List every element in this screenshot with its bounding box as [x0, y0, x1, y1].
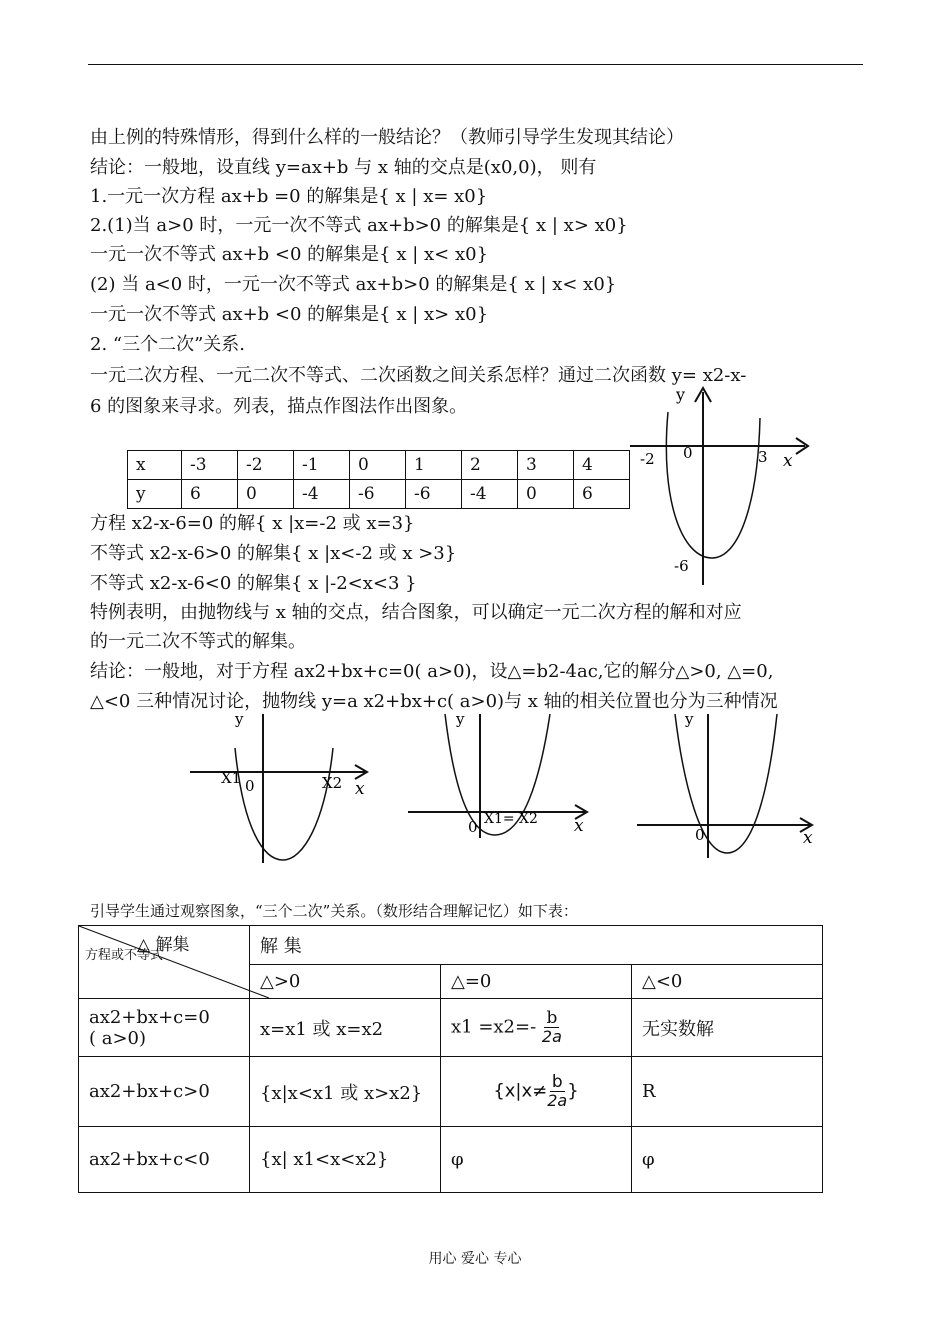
table-cell: φ — [441, 1127, 632, 1193]
root-right-label: 3 — [758, 448, 768, 466]
x-axis-label: x — [803, 828, 813, 848]
y-axis-label: y — [235, 710, 244, 728]
parabola-curve — [675, 714, 777, 853]
table-cell — [441, 999, 632, 1057]
origin-label: 0 — [245, 777, 255, 795]
table-row — [79, 1127, 823, 1193]
table-cell: -6 — [406, 480, 462, 509]
fraction-numerator: b — [551, 1072, 563, 1092]
fraction — [542, 1009, 562, 1046]
text-line-15: 的一元二次不等式的解集。 — [90, 631, 306, 652]
root-x1-label: X1 — [221, 769, 242, 787]
table-cell: x — [128, 451, 182, 480]
text-line-2: 结论：一般地，设直线 y=ax+b 与 x 轴的交点是(x0,0)， 则有 — [90, 157, 597, 178]
x-axis-label: x — [574, 816, 584, 836]
text-line-6: (2) 当 a<0 时，一元一次不等式 ax+b>0 的解集是{ x | x< x0} — [90, 274, 617, 295]
table-cell: x=x1 或 x=x2 — [250, 999, 441, 1057]
corner-top-label: △ 解集 — [137, 935, 190, 955]
table-row — [79, 999, 823, 1057]
table-row — [79, 1057, 823, 1127]
table-cell: 4 — [574, 451, 630, 480]
table-cell: R — [632, 1057, 823, 1127]
row-label: ax2+bx+c>0 — [79, 1057, 250, 1127]
page-footer: 用心 爱心 专心 — [428, 1251, 522, 1267]
table-cell: 2 — [462, 451, 518, 480]
fraction-denominator: 2a — [547, 1091, 568, 1110]
table-cell — [441, 1057, 632, 1127]
fraction-numerator: b — [546, 1008, 558, 1028]
table-cell: 6 — [574, 480, 630, 509]
table-cell: φ — [632, 1127, 823, 1193]
x-axis-label: x — [355, 779, 365, 799]
y-axis-label: y — [685, 710, 694, 728]
value-table — [127, 450, 630, 509]
table-cell: -1 — [294, 451, 350, 480]
text-line-13: 不等式 x2-x-6<0 的解集{ x |-2<x<3 } — [90, 573, 417, 594]
table-row — [128, 451, 630, 480]
origin-label: 0 — [683, 444, 693, 462]
fraction-denominator: 2a — [541, 1027, 562, 1046]
formula-suffix: } — [567, 1080, 579, 1102]
text-line-5: 一元一次不等式 ax+b <0 的解集是{ x | x< x0} — [90, 244, 489, 265]
parabola-graph-main — [620, 380, 820, 590]
corner-cell — [79, 926, 250, 999]
table-row — [79, 926, 823, 965]
table-cell: -6 — [350, 480, 406, 509]
formula-prefix: x1 =x2=- — [451, 1016, 537, 1038]
table-intro: 引导学生通过观察图象，“三个二次”关系。（数形结合理解记忆）如下表： — [90, 902, 578, 920]
header-rule — [88, 64, 863, 65]
table-cell: -2 — [238, 451, 294, 480]
header-cell: 解 集 — [250, 926, 823, 965]
table-cell: -4 — [462, 480, 518, 509]
table-cell: 无实数解 — [632, 999, 823, 1057]
table-cell: 0 — [350, 451, 406, 480]
double-root-label: X1= X2 — [484, 811, 538, 827]
parabola-curve — [666, 412, 760, 558]
y-axis-label: y — [676, 385, 686, 404]
table-cell: y — [128, 480, 182, 509]
text-line-7: 一元一次不等式 ax+b <0 的解集是{ x | x> x0} — [90, 304, 489, 325]
x-axis-label: x — [783, 451, 793, 471]
text-line-16: 结论：一般地，对于方程 ax2+bx+c=0( a>0)，设△=b2-4ac,它的解分△>0, △=0, — [90, 661, 774, 682]
header-cell: △>0 — [250, 964, 441, 998]
table-cell: 3 — [518, 451, 574, 480]
table-cell: -3 — [182, 451, 238, 480]
row-label-cell — [79, 999, 250, 1057]
parabola-graph-delta-positive — [185, 708, 375, 868]
table-row — [128, 480, 630, 509]
text-line-11: 方程 x2-x-6=0 的解{ x |x=-2 或 x=3} — [90, 513, 415, 534]
text-line-9: 一元二次方程、一元二次不等式、二次函数之间关系怎样？通过二次函数 y= x2-x- — [90, 365, 747, 386]
table-cell: 6 — [182, 480, 238, 509]
parabola-curve — [235, 748, 333, 860]
text-line-8: 2. “三个二次”关系. — [90, 334, 246, 355]
table-cell: 0 — [518, 480, 574, 509]
table-cell: {x|x<x1 或 x>x2} — [250, 1057, 441, 1127]
text-line-14: 特例表明，由抛物线与 x 轴的交点，结合图象，可以确定一元二次方程的解和对应 — [90, 602, 742, 623]
row-label: ax2+bx+c<0 — [79, 1127, 250, 1193]
parabola-graph-delta-negative — [635, 710, 825, 860]
text-line-17: △<0 三种情况讨论，抛物线 y=a x2+bx+c( a>0)与 x 轴的相关位置也分为三种情况 — [90, 691, 778, 712]
origin-label: 0 — [468, 818, 478, 836]
corner-bottom-label: 方程或不等式 — [85, 948, 164, 963]
fraction — [547, 1073, 567, 1110]
header-cell: △<0 — [632, 964, 823, 998]
text-line-3: 1.一元一次方程 ax+b =0 的解集是{ x | x= x0} — [90, 186, 488, 207]
table-cell: -4 — [294, 480, 350, 509]
table-cell: {x| x1<x<x2} — [250, 1127, 441, 1193]
root-left-label: -2 — [640, 450, 655, 468]
header-cell: △=0 — [441, 964, 632, 998]
formula-prefix: {x|x≠ — [493, 1080, 548, 1102]
table-cell: 1 — [406, 451, 462, 480]
row-label: ax2+bx+c=0 — [89, 1006, 210, 1028]
y-axis-label: y — [456, 710, 465, 728]
text-line-4: 2.(1)当 a>0 时，一元一次不等式 ax+b>0 的解集是{ x | x> x0} — [90, 215, 628, 236]
origin-label: 0 — [695, 826, 705, 844]
text-line-10: 6 的图象来寻求。列表，描点作图法作出图象。 — [90, 396, 468, 417]
root-x2-label: X2 — [322, 774, 343, 792]
text-line-12: 不等式 x2-x-6>0 的解集{ x |x<-2 或 x >3} — [90, 543, 457, 564]
summary-table — [78, 925, 823, 1193]
row-label-condition: ( a>0) — [89, 1027, 147, 1049]
min-value-label: -6 — [674, 557, 689, 575]
table-cell: 0 — [238, 480, 294, 509]
text-line-1: 由上例的特殊情形，得到什么样的一般结论？（教师引导学生发现其结论） — [90, 127, 684, 148]
parabola-graph-delta-zero — [405, 710, 595, 840]
